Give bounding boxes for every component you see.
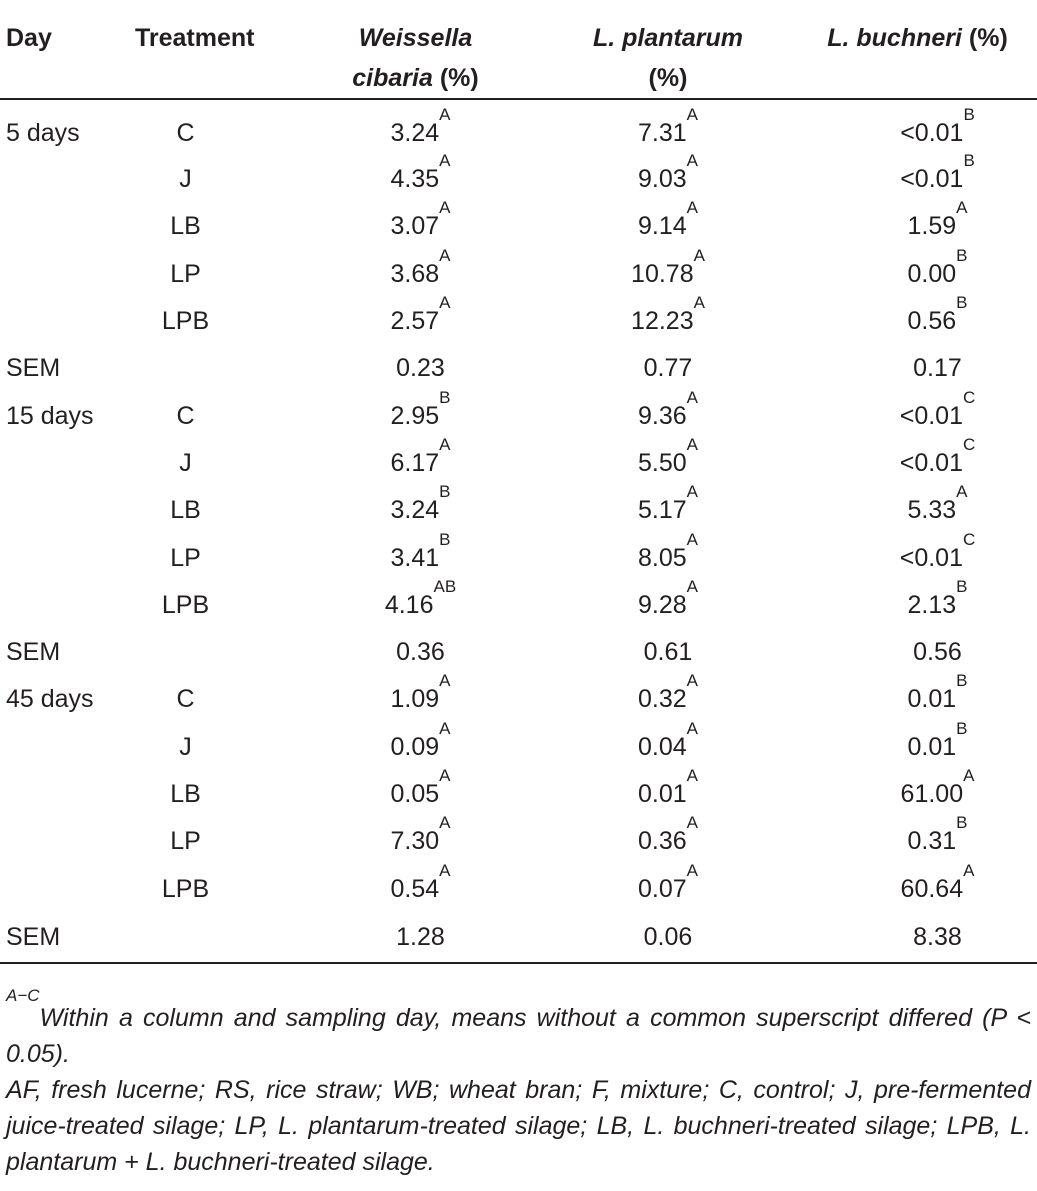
cell-day xyxy=(0,629,118,676)
cell-lplantarum-superscript: A xyxy=(686,576,698,596)
cell-lplantarum-value: 5.17 xyxy=(637,496,687,525)
cell-weissella-value: 6.17 xyxy=(390,448,440,477)
cell-day-value: SEM xyxy=(6,638,61,667)
cell-lplantarum xyxy=(538,766,798,818)
cell-lbuchneri-value: 60.64 xyxy=(900,874,964,903)
cell-lbuchneri-value: 0.31 xyxy=(907,827,957,856)
table-row xyxy=(0,818,1037,865)
cell-treatment xyxy=(118,487,293,534)
table-row xyxy=(0,99,1037,156)
cell-lbuchneri-value: <0.01 xyxy=(900,165,964,194)
header-weissella-cibaria xyxy=(293,0,538,99)
cell-lbuchneri-value: 2.13 xyxy=(907,590,957,619)
cell-treatment xyxy=(118,203,293,250)
cell-lplantarum-value: 10.78 xyxy=(631,259,694,288)
cell-lplantarum-superscript: A xyxy=(693,293,705,313)
cell-lbuchneri xyxy=(798,99,1037,156)
cell-weissella-value: 7.30 xyxy=(390,827,440,856)
cell-lbuchneri-superscript: B xyxy=(956,245,968,265)
cell-weissella xyxy=(293,913,538,963)
cell-day xyxy=(0,676,118,723)
footnote-superscript-label: A−C xyxy=(6,986,40,1005)
table-row xyxy=(0,534,1037,581)
cell-lplantarum-superscript: A xyxy=(686,671,698,691)
cell-lplantarum-value: 0.07 xyxy=(637,874,687,903)
cell-lplantarum xyxy=(538,913,798,963)
table-row xyxy=(0,629,1037,676)
cell-lbuchneri-value: 0.00 xyxy=(907,259,957,288)
cell-treatment-value: LB xyxy=(170,212,201,241)
cell-lplantarum xyxy=(538,576,798,629)
cell-lbuchneri-superscript: A xyxy=(956,198,968,218)
cell-treatment-value: C xyxy=(176,118,195,147)
cell-lplantarum-value: 0.01 xyxy=(637,780,687,808)
cell-lplantarum xyxy=(538,434,798,487)
cell-lbuchneri-superscript: B xyxy=(963,151,975,171)
cell-day xyxy=(0,771,118,818)
cell-weissella-value: 3.24 xyxy=(390,496,440,525)
header-lbuchneri-unit: (%) xyxy=(961,24,1008,52)
cell-lbuchneri xyxy=(798,293,1037,345)
cell-day xyxy=(0,203,118,250)
cell-treatment xyxy=(118,156,293,203)
cell-lbuchneri-value: <0.01 xyxy=(900,118,964,147)
cell-treatment-value: J xyxy=(179,165,192,194)
cell-treatment-value: LP xyxy=(170,827,201,856)
table-row xyxy=(0,392,1037,439)
cell-lplantarum-value: 0.36 xyxy=(637,827,687,856)
cell-lbuchneri-value: 61.00 xyxy=(900,780,964,808)
cell-lplantarum xyxy=(538,245,798,298)
cell-weissella xyxy=(293,345,538,392)
cell-lplantarum-value: 12.23 xyxy=(631,307,694,336)
cell-weissella-superscript: A xyxy=(439,293,451,313)
cell-weissella-superscript: A xyxy=(439,151,451,171)
cell-day xyxy=(0,298,118,345)
cell-lbuchneri-value: 0.01 xyxy=(907,732,957,761)
cell-lplantarum-superscript: A xyxy=(686,813,698,833)
cell-treatment-value: LB xyxy=(170,780,201,808)
cell-weissella-superscript: A xyxy=(439,813,451,833)
cell-treatment xyxy=(118,724,293,771)
footnote-significance-text: Within a column and sampling day, means without a common superscript differed (P < 0.05). xyxy=(6,1004,1031,1068)
cell-weissella xyxy=(293,151,538,203)
cell-weissella-value: 0.23 xyxy=(396,354,445,383)
cell-lbuchneri-value: <0.01 xyxy=(899,543,963,572)
cell-weissella-value: 4.35 xyxy=(390,165,440,194)
cell-weissella xyxy=(293,718,538,771)
cell-lplantarum-superscript: A xyxy=(686,434,698,454)
cell-weissella-value: 2.95 xyxy=(390,401,440,430)
table-row xyxy=(0,487,1037,534)
cell-weissella-superscript: A xyxy=(439,718,451,738)
cell-lplantarum xyxy=(538,151,798,203)
cell-lplantarum-value: 0.61 xyxy=(643,638,693,667)
cell-treatment xyxy=(118,99,293,156)
cell-lplantarum xyxy=(538,529,798,581)
cell-treatment xyxy=(118,345,293,392)
header-weissella-line1: Weissella xyxy=(358,24,473,52)
cell-lbuchneri-value: <0.01 xyxy=(899,401,963,430)
cell-weissella-superscript: B xyxy=(439,387,451,407)
cell-treatment xyxy=(118,582,293,629)
cell-treatment-value: LPB xyxy=(161,307,210,336)
cell-lbuchneri xyxy=(798,387,1037,439)
cell-lplantarum-superscript: A xyxy=(686,766,698,785)
cell-day xyxy=(0,440,118,487)
cell-lplantarum xyxy=(538,860,798,912)
cell-lplantarum-value: 8.05 xyxy=(637,543,687,572)
cell-weissella-value: 1.28 xyxy=(396,922,445,951)
cell-day xyxy=(0,156,118,203)
cell-weissella-value: 0.54 xyxy=(390,874,440,903)
cell-weissella xyxy=(293,766,538,818)
cell-day xyxy=(0,345,118,392)
cell-weissella-value: 2.57 xyxy=(390,307,440,336)
cell-lplantarum-superscript: A xyxy=(686,482,698,502)
cell-lplantarum xyxy=(538,387,798,439)
cell-lbuchneri-superscript: A xyxy=(956,482,968,502)
cell-lbuchneri-superscript: A xyxy=(963,860,975,880)
cell-day xyxy=(0,724,118,771)
cell-treatment-value: J xyxy=(179,448,192,477)
cell-lbuchneri-value: 0.01 xyxy=(907,685,957,714)
cell-lplantarum xyxy=(538,293,798,345)
cell-lbuchneri-superscript: C xyxy=(962,529,976,549)
header-day: Day xyxy=(0,0,118,99)
cell-lplantarum xyxy=(538,629,798,676)
cell-treatment-value: C xyxy=(176,685,195,714)
cell-weissella-superscript: A xyxy=(439,434,451,454)
cell-weissella-superscript: A xyxy=(439,671,451,691)
cell-day xyxy=(0,534,118,581)
cell-weissella xyxy=(293,576,538,629)
table-header xyxy=(0,0,1037,99)
cell-lbuchneri xyxy=(798,151,1037,203)
cell-lplantarum-superscript: A xyxy=(686,718,698,738)
cell-lplantarum-superscript: A xyxy=(686,860,698,880)
cell-treatment-value: LP xyxy=(170,543,201,572)
cell-lbuchneri xyxy=(798,671,1037,723)
table-row xyxy=(0,156,1037,203)
cell-lbuchneri-superscript: B xyxy=(963,104,975,124)
cell-treatment-value: LP xyxy=(170,259,201,288)
cell-lbuchneri-value: 0.17 xyxy=(913,354,962,383)
cell-weissella xyxy=(293,293,538,345)
cell-weissella-superscript: B xyxy=(439,482,451,502)
cell-weissella xyxy=(293,629,538,676)
cell-lplantarum-value: 7.31 xyxy=(637,118,687,147)
cell-weissella xyxy=(293,387,538,439)
cell-lbuchneri xyxy=(798,718,1037,771)
header-lplantarum-unit: (%) xyxy=(648,64,688,92)
table-row xyxy=(0,771,1037,818)
cell-lbuchneri xyxy=(798,629,1037,676)
cell-lplantarum-value: 9.28 xyxy=(637,590,687,619)
cell-lplantarum-superscript: A xyxy=(686,104,698,124)
cell-treatment xyxy=(118,771,293,818)
cell-lplantarum-value: 9.14 xyxy=(637,212,687,241)
cell-lbuchneri-superscript: B xyxy=(956,293,968,313)
cell-lbuchneri-value: 0.56 xyxy=(907,307,957,336)
table-row xyxy=(0,345,1037,392)
cell-lplantarum-superscript: A xyxy=(686,529,698,549)
table-row xyxy=(0,440,1037,487)
cell-lbuchneri xyxy=(798,245,1037,298)
cell-lplantarum xyxy=(538,198,798,250)
cell-lbuchneri-value: 5.33 xyxy=(907,496,957,525)
cell-lplantarum-value: 9.36 xyxy=(637,401,687,430)
cell-treatment xyxy=(118,534,293,581)
cell-day-value: SEM xyxy=(6,354,61,383)
header-row xyxy=(0,0,1037,99)
cell-lbuchneri-value: 1.59 xyxy=(907,212,957,241)
cell-lplantarum-value: 0.77 xyxy=(643,354,693,383)
cell-treatment xyxy=(118,818,293,865)
cell-treatment xyxy=(118,865,293,912)
cell-lplantarum-value: 0.06 xyxy=(643,922,693,951)
cell-lbuchneri-superscript: B xyxy=(956,813,968,833)
cell-lbuchneri-superscript: B xyxy=(956,576,968,596)
cell-day xyxy=(0,99,118,156)
cell-lplantarum xyxy=(538,99,798,156)
cell-lplantarum-superscript: A xyxy=(686,198,698,218)
cell-day-value: SEM xyxy=(6,922,61,951)
cell-lplantarum-value: 0.04 xyxy=(637,732,687,761)
table-body xyxy=(0,99,1037,963)
cell-weissella xyxy=(293,860,538,912)
cell-weissella-value: 4.16 xyxy=(384,590,434,619)
header-treatment: Treatment xyxy=(118,0,293,99)
cell-lplantarum-superscript: A xyxy=(693,245,705,265)
cell-weissella xyxy=(293,671,538,723)
table-footnotes xyxy=(6,986,1031,1180)
cell-treatment-value: LPB xyxy=(161,590,210,619)
cell-day xyxy=(0,818,118,865)
cell-weissella xyxy=(293,99,538,156)
cell-weissella-value: 3.07 xyxy=(390,212,440,241)
table-row xyxy=(0,251,1037,298)
header-lplantarum-line1: L. plantarum xyxy=(592,24,743,52)
cell-lplantarum xyxy=(538,813,798,865)
cell-lbuchneri-superscript: C xyxy=(962,387,976,407)
cell-weissella xyxy=(293,245,538,298)
cell-day xyxy=(0,865,118,912)
cell-weissella-superscript: A xyxy=(439,104,451,124)
cell-weissella xyxy=(293,198,538,250)
cell-weissella-superscript: A xyxy=(439,766,451,785)
cell-day-value: 5 days xyxy=(6,118,80,147)
cell-weissella xyxy=(293,434,538,487)
cell-lbuchneri xyxy=(798,434,1037,487)
cell-lbuchneri-superscript: B xyxy=(956,718,968,738)
cell-weissella xyxy=(293,482,538,534)
cell-lbuchneri xyxy=(798,913,1037,963)
cell-lbuchneri-value: 0.56 xyxy=(913,638,962,667)
cell-lbuchneri xyxy=(798,766,1037,818)
table-row xyxy=(0,582,1037,629)
header-weissella-line2: cibaria xyxy=(352,64,433,92)
cell-weissella-superscript: A xyxy=(439,245,451,265)
cell-weissella-value: 3.68 xyxy=(390,259,440,288)
cell-treatment-value: C xyxy=(176,401,195,430)
cell-weissella-value: 0.05 xyxy=(390,780,440,808)
cell-lbuchneri-superscript: B xyxy=(956,671,968,691)
cell-weissella xyxy=(293,529,538,581)
cell-weissella-superscript: A xyxy=(439,198,451,218)
cell-lbuchneri-superscript: A xyxy=(963,766,975,785)
cell-lbuchneri xyxy=(798,576,1037,629)
cell-treatment-value: J xyxy=(179,732,192,761)
cell-weissella-value: 1.09 xyxy=(390,685,440,714)
cell-weissella-value: 0.09 xyxy=(390,732,440,761)
cell-treatment-value: LPB xyxy=(161,874,210,903)
cell-day xyxy=(0,913,118,963)
cell-lplantarum xyxy=(538,482,798,534)
header-l-buchneri xyxy=(798,0,1037,99)
header-lbuchneri-name: L. buchneri xyxy=(827,24,962,52)
cell-lplantarum xyxy=(538,345,798,392)
cell-weissella-superscript: A xyxy=(439,860,451,880)
footnote-abbreviations: AF, fresh lucerne; RS, rice straw; WB; wheat bran; F, mixture; C, control; J, pre-fermented juice-treated silage; LP, L. plantarum-treated silage; LB, L. buchneri-treated silage; LPB, L. plantarum + L. buchneri-treated silage. xyxy=(6,1076,1031,1176)
table-row xyxy=(0,865,1037,912)
cell-lbuchneri xyxy=(798,345,1037,392)
cell-lplantarum-superscript: A xyxy=(686,151,698,171)
header-l-plantarum xyxy=(538,0,798,99)
cell-lbuchneri-value: 8.38 xyxy=(913,922,962,951)
table-row xyxy=(0,724,1037,771)
footnote-significance xyxy=(6,986,1031,1072)
cell-day-value: 15 days xyxy=(6,401,94,430)
cell-treatment xyxy=(118,913,293,963)
cell-weissella-value: 3.41 xyxy=(390,543,440,572)
cell-treatment xyxy=(118,440,293,487)
cell-weissella xyxy=(293,813,538,865)
cell-treatment xyxy=(118,629,293,676)
cell-treatment xyxy=(118,676,293,723)
header-weissella-unit: (%) xyxy=(432,64,479,92)
cell-lbuchneri xyxy=(798,813,1037,865)
cell-lbuchneri-superscript: C xyxy=(962,434,976,454)
cell-weissella-superscript: AB xyxy=(433,576,457,596)
cell-weissella-value: 3.24 xyxy=(390,118,440,147)
cell-lplantarum xyxy=(538,671,798,723)
cell-day-value: 45 days xyxy=(6,685,94,714)
cell-lbuchneri xyxy=(798,482,1037,534)
cell-weissella-superscript: B xyxy=(439,529,451,549)
cell-lplantarum-superscript: A xyxy=(686,387,698,407)
table-row xyxy=(0,676,1037,723)
cell-treatment xyxy=(118,298,293,345)
cell-lplantarum-value: 5.50 xyxy=(637,448,687,477)
cell-treatment xyxy=(118,392,293,439)
cell-weissella-value: 0.36 xyxy=(396,638,445,667)
cell-day xyxy=(0,251,118,298)
cell-lplantarum xyxy=(538,718,798,771)
cell-day xyxy=(0,582,118,629)
table-row xyxy=(0,203,1037,250)
cell-lbuchneri-value: <0.01 xyxy=(899,448,963,477)
cell-lbuchneri xyxy=(798,198,1037,250)
table-row xyxy=(0,913,1037,963)
cell-day xyxy=(0,487,118,534)
cell-treatment xyxy=(118,251,293,298)
cell-lbuchneri xyxy=(798,860,1037,912)
cell-day xyxy=(0,392,118,439)
table-row xyxy=(0,298,1037,345)
cell-treatment-value: LB xyxy=(170,496,201,525)
cell-lplantarum-value: 9.03 xyxy=(637,165,687,194)
cell-lbuchneri xyxy=(798,529,1037,581)
cell-lplantarum-value: 0.32 xyxy=(637,685,687,714)
